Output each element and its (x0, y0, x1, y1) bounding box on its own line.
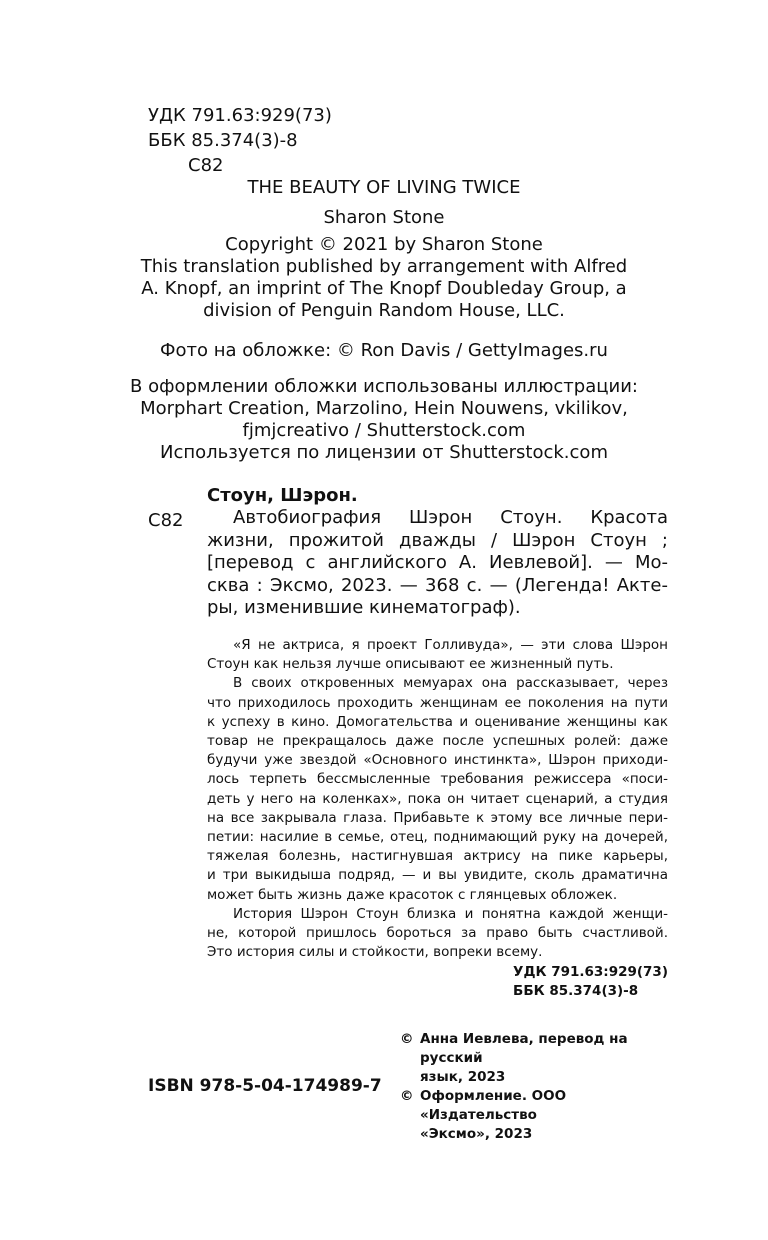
copyright-line: division of Penguin Random House, LLC. (203, 300, 565, 321)
annotation-line: Это история силы и стойкости, вопреки всему. (207, 944, 543, 961)
annotation-line: товар не прекращалось даже после успешных ролей: даже (207, 733, 668, 750)
original-title: THE BEAUTY OF LIVING TWICE (247, 177, 521, 198)
annotation-line: на все закрывала глаза. Прибавьте к этому все личные пери- (207, 809, 668, 826)
copyright-text: «Эксмо», 2023 (420, 1126, 533, 1142)
copyright-item (400, 1030, 680, 1087)
illustrations-credit (100, 376, 668, 464)
annotation-line: петии: насилие в семье, отец, поднимающий руку на дочерей, (207, 829, 668, 846)
annotation-line: «Я не актриса, я проект Голливуда», — эти слова Шэрон (233, 637, 668, 653)
copyright-text: Анна Иевлева, перевод на русский (420, 1031, 628, 1066)
annotation-line: не, которой пришлось бороться за право быть счастливой. (207, 925, 668, 942)
copyright-line: This translation published by arrangement with Alfred (140, 256, 628, 277)
bottom-codes (513, 963, 668, 1001)
bibliographic-line: [перевод с английского А. Иевлевой]. — Мо- (207, 552, 668, 573)
copyright-symbol: © (400, 1088, 414, 1104)
russian-copyrights (400, 1030, 680, 1144)
bottom-udk: УДК 791.63:929(73) (513, 964, 668, 980)
udk-code: УДК 791.63:929(73) (148, 105, 332, 126)
annotation-line: История Шэрон Стоун близка и понятна каждой женщи- (233, 905, 668, 922)
copyright-line: Copyright © 2021 by Sharon Stone (225, 234, 543, 255)
illustrations-line: Morphart Creation, Marzolino, Hein Nouwens, vkilikov, (140, 398, 628, 419)
annotation (207, 636, 668, 962)
annotation-line: может быть жизнь даже красоток с глянцевых обложек. (207, 886, 618, 903)
bibliographic-line: жизни, прожитой дважды / Шэрон Стоун ; (207, 529, 668, 551)
annotation-line: будучи уже звездой «Основного инстинкта», Шэрон приходи- (207, 752, 668, 769)
bibliographic-mark: С82 (148, 510, 184, 531)
cover-photo-credit: Фото на обложке: © Ron Davis / GettyImages.ru (160, 340, 608, 361)
copyright-item (400, 1087, 680, 1144)
annotation-line: Стоун как нельзя лучше описывают ее жизненный путь. (207, 656, 614, 673)
illustrations-line: fjmjcreativo / Shutterstock.com (242, 420, 526, 441)
copyright-text: Оформление. ООО «Издательство (420, 1088, 567, 1123)
bibliographic-line: ры, изменившие кинематограф). (207, 597, 521, 618)
illustrations-line: В оформлении обложки использованы иллюстрации: (130, 376, 638, 397)
copyright-text: язык, 2023 (420, 1069, 506, 1085)
bibliographic-line: Автобиография Шэрон Стоун. Красота (233, 507, 668, 528)
bibliographic-line: сква : Эксмо, 2023. — 368 с. — (Легенда! Акте- (207, 574, 668, 596)
annotation-line: деть у него на коленках», пока он читает сценарий, а студия (207, 790, 668, 807)
annotation-line: тяжелая болезнь, настигнувшая актрису на пике карьеры, (207, 848, 668, 865)
copyright-line: A. Knopf, an imprint of The Knopf Doubleday Group, a (141, 278, 627, 299)
annotation-line: В своих откровенных мемуарах она рассказывает, через (233, 675, 668, 692)
annotation-line: и три выкидыша подряд, — и вы увидите, сколь драматична (207, 867, 668, 884)
bottom-bbk: ББК 85.374(3)-8 (513, 983, 639, 999)
copyright-symbol: © (400, 1031, 414, 1047)
copyright-block (100, 234, 668, 322)
bibliographic-heading: Стоун, Шэрон. (207, 485, 358, 506)
bbk-code: ББК 85.374(3)-8 (148, 130, 298, 151)
annotation-line: лось терпеть бессмысленные требования режиссера «поси- (207, 771, 668, 788)
annotation-line: к успеху в кино. Домогательства и оценивание женщины как (207, 713, 668, 730)
original-author: Sharon Stone (323, 207, 445, 228)
bibliographic-description (207, 507, 668, 620)
author-mark: С82 (188, 155, 224, 176)
isbn: ISBN 978-5-04-174989-7 (148, 1076, 382, 1096)
annotation-line: что приходилось проходить женщинам ее поколения на пути (207, 694, 668, 711)
illustrations-line: Используется по лицензии от Shutterstock.com (160, 442, 608, 463)
